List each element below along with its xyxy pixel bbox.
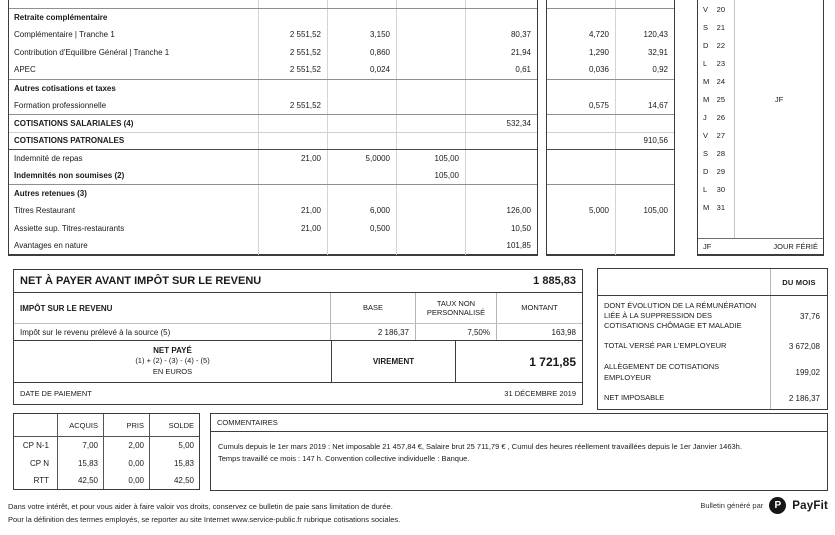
line-label: Titres Restaurant [9, 202, 259, 220]
employer-amount-value: 0,92 [652, 65, 668, 75]
base-value [259, 237, 328, 255]
calendar-day-cell [698, 126, 735, 144]
calendar-day-row [698, 162, 823, 180]
calendar-day-cell [698, 36, 735, 54]
payment-method: VIREMENT [331, 341, 456, 382]
employer-contributions-table [546, 0, 675, 256]
comments-body [211, 432, 827, 465]
table-row [547, 167, 674, 185]
amount-employee-value [466, 9, 537, 26]
employer-amount-value [616, 150, 674, 167]
amount-employee-value [466, 0, 537, 8]
line-label [9, 0, 259, 8]
tax-row [14, 324, 582, 341]
rate-value: 0,024 [328, 61, 397, 79]
col-header-amount: MONTANT [521, 303, 558, 313]
legend-label: JOUR FÉRIÉ [773, 242, 818, 251]
amount-employee-value: 101,85 [506, 241, 531, 251]
amount-employee-value [466, 150, 537, 167]
table-row [547, 79, 674, 97]
summary-label: TOTAL VERSÉ PAR L'EMPLOYEUR [598, 336, 771, 357]
base-value: 2 551,52 [259, 61, 328, 79]
amount-untaxed-value: 105,00 [397, 167, 466, 185]
employer-amount-value: 120,43 [643, 30, 668, 40]
generated-by-label: Bulletin généré par [700, 501, 764, 510]
day-number: 28 [716, 148, 725, 158]
amount-untaxed-value [397, 0, 466, 8]
payfit-brand [700, 497, 828, 514]
line-label: Formation professionnelle [9, 96, 259, 114]
rate-value: 0,500 [328, 220, 397, 238]
table-row [547, 44, 674, 62]
comments-box [210, 413, 828, 491]
table-row [9, 96, 537, 114]
employer-rate-value [547, 80, 616, 97]
net-paid-label [14, 341, 331, 382]
calendar-day-cell [698, 144, 735, 162]
leave-type: CP N-1 [14, 437, 58, 454]
table-row [547, 96, 674, 114]
calendar-day-row [698, 18, 823, 36]
calendar-day-cell [698, 18, 735, 36]
calendar-day-row [698, 0, 823, 18]
base-value [259, 185, 328, 202]
day-number: 29 [716, 166, 725, 176]
amount-untaxed-value [397, 9, 466, 26]
summary-label: NET IMPOSABLE [598, 388, 771, 409]
base-value [259, 80, 328, 97]
day-number: 21 [716, 22, 725, 32]
employer-rate-value [547, 0, 616, 8]
base-value [259, 167, 328, 185]
monthly-summary-header-spacer [598, 269, 771, 295]
calendar-day-row [698, 126, 823, 144]
employer-amount-value: 32,91 [647, 47, 668, 57]
day-letter: D [703, 166, 709, 176]
line-label: Autres retenues (3) [9, 185, 259, 202]
amount-employee-value: 0,61 [515, 65, 531, 75]
table-row [9, 0, 537, 8]
line-label: Contribution d'Equilibre Général | Tranche 1 [9, 44, 259, 62]
rate-value [328, 185, 397, 202]
employer-amount-value [616, 167, 674, 185]
monthly-summary-rows [598, 296, 827, 409]
leave-acquired: 42,50 [58, 472, 104, 489]
employer-amount-value: 105,00 [643, 206, 668, 216]
leave-taken: 0,00 [104, 472, 150, 489]
summary-row [598, 388, 827, 409]
base-value: 21,00 [259, 202, 328, 220]
tax-base-value: 2 186,37 [331, 324, 416, 340]
rate-value [328, 9, 397, 26]
leave-header-solde: SOLDE [168, 420, 194, 430]
day-letter: M [703, 202, 710, 212]
leave-balance: 42,50 [173, 475, 194, 485]
employer-amount-value: 14,67 [647, 100, 668, 110]
amount-employee-value: 126,00 [506, 206, 531, 216]
day-letter: D [703, 40, 709, 50]
summary-row [598, 336, 827, 357]
table-row [9, 184, 537, 202]
table-row [547, 132, 674, 150]
amount-untaxed-value: 105,00 [397, 150, 466, 167]
amount-untaxed-value [397, 26, 466, 44]
table-row [547, 8, 674, 26]
amount-untaxed-value [397, 61, 466, 79]
rate-value [328, 96, 397, 114]
net-before-tax-row [14, 270, 582, 293]
leave-header-blank [14, 414, 58, 436]
leave-row [14, 437, 199, 454]
day-letter: M [703, 76, 710, 86]
rate-value: 3,150 [328, 26, 397, 44]
table-row [547, 26, 674, 44]
day-number: 23 [716, 58, 725, 68]
rate-value [328, 115, 397, 132]
summary-row [598, 357, 827, 388]
line-label: COTISATIONS SALARIALES (4) [9, 115, 259, 132]
day-note [735, 126, 823, 144]
amount-untaxed-value [397, 44, 466, 62]
line-label: Avantages en nature [9, 237, 259, 255]
line-label: Complémentaire | Tranche 1 [9, 26, 259, 44]
leave-header-pris: PRIS [104, 414, 150, 436]
calendar-filler [698, 216, 823, 238]
amount-untaxed-value [397, 80, 466, 97]
summary-value: 199,02 [795, 368, 820, 377]
amount-employee-value: 80,37 [510, 30, 531, 40]
amount-employee-value: 532,34 [506, 118, 531, 128]
calendar-day-row [698, 180, 823, 198]
day-note [735, 144, 823, 162]
amount-employee-value [466, 167, 537, 185]
amount-untaxed-value [397, 202, 466, 220]
footer-line-1: Dans votre intérêt, et pour vous aider à faire valoir vos droits, conservez ce bulletin de paie sans limitation de durée. [8, 502, 393, 511]
net-before-tax-label: NET À PAYER AVANT IMPÔT SUR LE REVENU [20, 275, 262, 287]
net-paid-row [14, 341, 582, 383]
payfit-brand-name: PayFit [792, 499, 828, 512]
base-value [259, 115, 328, 132]
calendar-day-cell [698, 0, 735, 18]
employer-rate-value: 0,036 [547, 61, 616, 79]
net-pay-table [13, 269, 583, 405]
leave-acquired: 15,83 [58, 454, 104, 471]
leave-balance: 5,00 [178, 441, 194, 451]
amount-untaxed-value [397, 220, 466, 238]
line-label: Retraite complémentaire [9, 9, 259, 26]
amount-untaxed-value [397, 96, 466, 114]
base-value [259, 0, 328, 8]
calendar-day-cell [698, 180, 735, 198]
table-row [9, 8, 537, 26]
summary-value: 37,76 [799, 311, 820, 321]
amount-untaxed-value [397, 237, 466, 255]
employer-rate-value: 1,290 [547, 44, 616, 62]
amount-untaxed-value [397, 185, 466, 202]
table-row [9, 220, 537, 238]
day-number: 22 [716, 40, 725, 50]
monthly-summary-header [598, 269, 827, 296]
leave-header-row [14, 414, 199, 437]
col-header-rate: TAUX NON PERSONNALISÉ [416, 293, 497, 323]
day-note [735, 72, 823, 90]
table-row [547, 237, 674, 255]
calendar-day-cell [698, 72, 735, 90]
rate-value [328, 133, 397, 150]
calendar-day-cell [698, 54, 735, 72]
day-note [735, 18, 823, 36]
employer-amount-value [616, 0, 674, 8]
day-number: 27 [716, 130, 725, 140]
calendar-table [697, 0, 824, 256]
calendar-day-cell [698, 108, 735, 126]
tax-amount-value: 163,98 [551, 327, 576, 337]
net-paid-amount: 1 721,85 [529, 354, 576, 369]
amount-employee-value [466, 80, 537, 97]
table-row [547, 149, 674, 167]
day-note [735, 108, 823, 126]
base-value: 21,00 [259, 150, 328, 167]
leave-taken: 2,00 [104, 437, 150, 454]
day-number: 30 [716, 184, 725, 194]
payfit-logo-icon: P [769, 497, 786, 514]
employer-rate-value [547, 115, 616, 132]
summary-value: 2 186,37 [788, 394, 820, 403]
payment-date-row [14, 383, 582, 404]
amount-employee-value [466, 185, 537, 202]
amount-employee-value: 10,50 [510, 223, 531, 233]
base-value: 2 551,52 [259, 44, 328, 62]
calendar-day-row [698, 54, 823, 72]
rate-value [328, 80, 397, 97]
rate-value: 5,0000 [328, 150, 397, 167]
cotisations-table [8, 0, 538, 256]
employer-rate-value [547, 9, 616, 26]
col-header-base: BASE [331, 293, 416, 323]
day-note: JF [774, 94, 784, 104]
leave-type: RTT [14, 472, 58, 489]
calendar-day-cell [698, 198, 735, 216]
leave-taken: 0,00 [104, 454, 150, 471]
leave-header-acquis: ACQUIS [58, 414, 104, 436]
line-label: COTISATIONS PATRONALES [9, 133, 259, 150]
calendar-day-row [698, 108, 823, 126]
calendar-days [698, 0, 823, 216]
footer-disclaimer [8, 501, 400, 527]
line-label: Autres cotisations et taxes [9, 80, 259, 97]
table-row [547, 114, 674, 132]
day-note [735, 54, 823, 72]
rate-value [328, 167, 397, 185]
base-value [259, 9, 328, 26]
table-row [9, 79, 537, 97]
calendar-filler-note [735, 216, 823, 238]
amount-untaxed-value [397, 115, 466, 132]
amount-employee-value: 21,94 [510, 47, 531, 57]
employer-amount-value [616, 115, 674, 132]
table-row [9, 149, 537, 167]
table-row [9, 132, 537, 150]
base-value [259, 133, 328, 150]
employer-rate-value [547, 133, 616, 150]
day-letter: S [703, 148, 709, 158]
leave-row [14, 454, 199, 471]
comments-line-1: Cumuls depuis le 1er mars 2019 : Net imposable 21 457,84 €, Salaire brut 25 711,79 € , Cumul des heures réellement travaillées depuis le 1er Janvier 1463h. [218, 442, 742, 451]
comments-title: COMMENTAIRES [211, 414, 827, 432]
rate-value [328, 0, 397, 8]
tax-section-label: IMPÔT SUR LE REVENU [14, 293, 331, 323]
tax-header-row [14, 293, 582, 324]
payment-date-value: 31 DÉCEMBRE 2019 [504, 389, 576, 398]
day-number: 25 [716, 94, 725, 104]
table-row [9, 237, 537, 255]
day-note [735, 162, 823, 180]
line-label: Indemnité de repas [9, 150, 259, 167]
table-row [9, 44, 537, 62]
employer-rate-value [547, 167, 616, 185]
net-before-tax-amount: 1 885,83 [533, 275, 576, 287]
employer-amount-value [616, 185, 674, 202]
payment-date-label: DATE DE PAIEMENT [20, 389, 92, 398]
rate-value: 6,000 [328, 202, 397, 220]
employer-rate-value [547, 185, 616, 202]
amount-untaxed-value [397, 133, 466, 150]
leave-balance: 15,83 [173, 458, 194, 468]
day-letter: M [703, 94, 710, 104]
table-row [9, 114, 537, 132]
employer-rate-value: 4,720 [547, 26, 616, 44]
calendar-day-row [698, 90, 823, 108]
calendar-legend [698, 238, 823, 254]
net-paid-unit: EN EUROS [152, 367, 193, 377]
rate-value: 0,860 [328, 44, 397, 62]
table-row [547, 202, 674, 220]
rate-value [328, 237, 397, 255]
day-letter: L [703, 58, 708, 68]
base-value: 2 551,52 [259, 26, 328, 44]
tax-rate-value: 7,50% [416, 324, 497, 340]
line-label: Indemnités non soumises (2) [9, 167, 259, 185]
day-number: 20 [716, 4, 725, 14]
day-number: 26 [716, 112, 725, 122]
calendar-day-cell [698, 90, 735, 108]
table-row [547, 220, 674, 238]
calendar-day-row [698, 198, 823, 216]
amount-employee-value [466, 133, 537, 150]
net-paid-title: NET PAYÉ [153, 345, 192, 355]
comments-line-2: Temps travaillé ce mois : 147 h. Convention collective individuelle : Banque. [218, 454, 470, 463]
table-row [9, 167, 537, 185]
table-row [547, 184, 674, 202]
day-note [735, 198, 823, 216]
base-value: 2 551,52 [259, 96, 328, 114]
monthly-summary-header-label: DU MOIS [782, 277, 816, 287]
employer-rate-value: 0,575 [547, 96, 616, 114]
table-row [9, 202, 537, 220]
employer-rate-value [547, 150, 616, 167]
day-letter: S [703, 22, 709, 32]
summary-row [598, 296, 827, 336]
leave-type: CP N [14, 454, 58, 471]
day-letter: J [703, 112, 707, 122]
day-number: 31 [716, 202, 725, 212]
employer-rate-value [547, 237, 616, 255]
footer-line-2: Pour la définition des termes employés, se reporter au site Internet www.service-public.fr rubrique cotisations sociales. [8, 514, 401, 524]
net-paid-formula: (1) + (2) - (3) - (4) - (5) [135, 356, 210, 366]
table-row [547, 61, 674, 79]
calendar-day-row [698, 36, 823, 54]
day-letter: V [703, 130, 709, 140]
summary-label: DONT ÉVOLUTION DE LA RÉMUNÉRATION LIÉE À LA SUPPRESSION DES COTISATIONS CHÔMAGE ET MALADIE [598, 296, 771, 336]
employer-amount-value [616, 220, 674, 238]
monthly-summary-panel [597, 268, 828, 410]
table-row [9, 26, 537, 44]
employer-amount-value: 910,56 [643, 136, 668, 146]
amount-employee-value [466, 96, 537, 114]
day-note [735, 0, 823, 18]
employer-amount-value [616, 237, 674, 255]
leave-acquired: 7,00 [58, 437, 104, 454]
summary-label: ALLÈGEMENT DE COTISATIONS EMPLOYEUR [598, 357, 771, 388]
day-note [735, 180, 823, 198]
legend-abbr: JF [703, 242, 712, 251]
line-label: Assiette sup. Titres-restaurants [9, 220, 259, 238]
calendar-filler-cell [698, 216, 735, 238]
leave-row [14, 472, 199, 489]
calendar-day-row [698, 144, 823, 162]
base-value: 21,00 [259, 220, 328, 238]
employer-amount-value [616, 9, 674, 26]
calendar-day-row [698, 72, 823, 90]
day-number: 24 [716, 76, 725, 86]
table-row [9, 61, 537, 79]
line-label: APEC [9, 61, 259, 79]
employer-amount-value [616, 80, 674, 97]
day-letter: L [703, 184, 708, 194]
summary-value: 3 672,08 [788, 342, 820, 351]
leave-balance-table [13, 413, 200, 490]
table-row [547, 0, 674, 8]
leave-rows [14, 437, 199, 489]
employer-rate-value: 5,000 [547, 202, 616, 220]
employer-rate-value [547, 220, 616, 238]
tax-row-label: Impôt sur le revenu prélevé à la source (5) [14, 324, 331, 340]
day-note [735, 36, 823, 54]
day-letter: V [703, 4, 709, 14]
calendar-day-cell [698, 162, 735, 180]
